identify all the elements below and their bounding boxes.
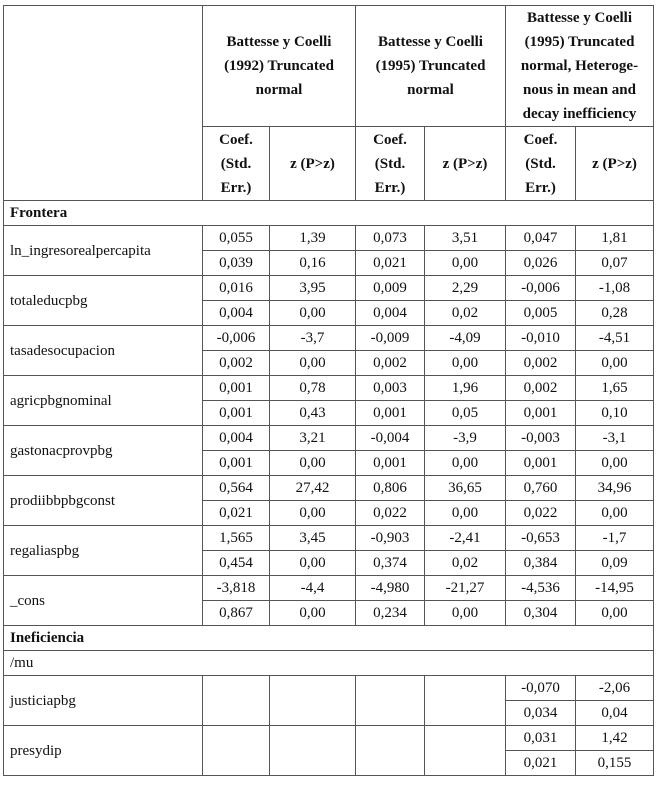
section-sublabel-mu: /mu xyxy=(4,651,654,676)
coef-value: 0,031 xyxy=(506,726,576,751)
p-value: 0,155 xyxy=(576,751,654,776)
coef-value: -0,003 xyxy=(506,426,576,451)
corner-cell xyxy=(4,6,203,201)
coef-value: -0,070 xyxy=(506,676,576,701)
p-value: 0,00 xyxy=(270,351,356,376)
std-err-value: 0,001 xyxy=(203,451,270,476)
empty-cell xyxy=(356,676,425,726)
table-row xyxy=(4,476,654,501)
variable-name: tasadesocupacion xyxy=(4,326,203,376)
p-value: 0,00 xyxy=(576,351,654,376)
p-value: 0,00 xyxy=(576,601,654,626)
empty-cell xyxy=(203,676,270,726)
table-row xyxy=(4,276,654,301)
empty-cell xyxy=(270,676,356,726)
std-err-value: 0,001 xyxy=(356,401,425,426)
std-err-value: 0,039 xyxy=(203,251,270,276)
std-err-value: 0,234 xyxy=(356,601,425,626)
table-row xyxy=(4,526,654,551)
z-value: -3,7 xyxy=(270,326,356,351)
variable-name: prodiibbpbgconst xyxy=(4,476,203,526)
variable-name: totaleducpbg xyxy=(4,276,203,326)
p-value: 0,02 xyxy=(425,551,506,576)
z-value: 0,78 xyxy=(270,376,356,401)
empty-cell xyxy=(270,726,356,776)
table-row xyxy=(4,376,654,401)
coef-value: 0,073 xyxy=(356,226,425,251)
std-err-value: 0,001 xyxy=(506,401,576,426)
z-value: -4,09 xyxy=(425,326,506,351)
std-err-value: 0,022 xyxy=(506,501,576,526)
z-header: z (P>z) xyxy=(576,127,654,201)
coef-value: 0,055 xyxy=(203,226,270,251)
coef-value: -4,980 xyxy=(356,576,425,601)
variable-name: ln_ingresorealpercapita xyxy=(4,226,203,276)
empty-cell xyxy=(203,726,270,776)
z-value: 3,95 xyxy=(270,276,356,301)
z-value: 1,65 xyxy=(576,376,654,401)
coef-value: 0,003 xyxy=(356,376,425,401)
coef-value: 0,004 xyxy=(203,426,270,451)
p-value: 0,16 xyxy=(270,251,356,276)
variable-name: gastonacprovpbg xyxy=(4,426,203,476)
z-value: -14,95 xyxy=(576,576,654,601)
p-value: 0,00 xyxy=(425,451,506,476)
p-value: 0,00 xyxy=(425,351,506,376)
variable-name: regaliaspbg xyxy=(4,526,203,576)
std-err-value: 0,022 xyxy=(356,501,425,526)
z-value: -4,4 xyxy=(270,576,356,601)
z-value: -1,7 xyxy=(576,526,654,551)
p-value: 0,00 xyxy=(576,451,654,476)
p-value: 0,00 xyxy=(576,501,654,526)
std-err-value: 0,026 xyxy=(506,251,576,276)
z-header: z (P>z) xyxy=(270,127,356,201)
p-value: 0,10 xyxy=(576,401,654,426)
variable-name: presydip xyxy=(4,726,203,776)
variable-name: justiciapbg xyxy=(4,676,203,726)
p-value: 0,00 xyxy=(425,601,506,626)
std-err-value: 0,021 xyxy=(356,251,425,276)
z-value: -4,51 xyxy=(576,326,654,351)
p-value: 0,09 xyxy=(576,551,654,576)
p-value: 0,00 xyxy=(270,451,356,476)
model-header-1: Battesse y Coelli (1992) Truncated normal xyxy=(203,6,356,127)
model-header-3: Battesse y Coelli (1995) Truncated normal, Heteroge-nous in mean and decay inefficiency xyxy=(506,6,654,127)
table-row xyxy=(4,726,654,751)
coef-value: 0,564 xyxy=(203,476,270,501)
p-value: 0,28 xyxy=(576,301,654,326)
std-err-value: 0,001 xyxy=(203,401,270,426)
std-err-value: 0,002 xyxy=(506,351,576,376)
section-label-ineficiencia: Ineficiencia xyxy=(4,626,654,651)
p-value: 0,00 xyxy=(270,301,356,326)
z-value: 3,51 xyxy=(425,226,506,251)
std-err-value: 0,004 xyxy=(203,301,270,326)
z-value: -21,27 xyxy=(425,576,506,601)
z-value: 1,39 xyxy=(270,226,356,251)
z-value: -2,06 xyxy=(576,676,654,701)
std-err-value: 0,021 xyxy=(506,751,576,776)
p-value: 0,04 xyxy=(576,701,654,726)
variable-name: agricpbgnominal xyxy=(4,376,203,426)
z-value: 1,42 xyxy=(576,726,654,751)
z-value: 3,21 xyxy=(270,426,356,451)
table-row xyxy=(4,676,654,701)
coef-value: -0,653 xyxy=(506,526,576,551)
std-err-value: 0,867 xyxy=(203,601,270,626)
table-body xyxy=(4,201,654,776)
z-value: 2,29 xyxy=(425,276,506,301)
p-value: 0,00 xyxy=(270,501,356,526)
empty-cell xyxy=(425,676,506,726)
p-value: 0,02 xyxy=(425,301,506,326)
z-value: 1,81 xyxy=(576,226,654,251)
coef-value: 0,002 xyxy=(506,376,576,401)
section-label-frontera: Frontera xyxy=(4,201,654,226)
coef-value: -0,004 xyxy=(356,426,425,451)
coef-header: Coef. (Std. Err.) xyxy=(506,127,576,201)
coef-value: -4,536 xyxy=(506,576,576,601)
p-value: 0,05 xyxy=(425,401,506,426)
coef-value: -0,010 xyxy=(506,326,576,351)
z-value: 1,96 xyxy=(425,376,506,401)
table-row xyxy=(4,576,654,601)
std-err-value: 0,304 xyxy=(506,601,576,626)
z-value: -1,08 xyxy=(576,276,654,301)
z-value: 34,96 xyxy=(576,476,654,501)
coef-value: -0,009 xyxy=(356,326,425,351)
coef-value: 0,009 xyxy=(356,276,425,301)
std-err-value: 0,384 xyxy=(506,551,576,576)
coef-value: 0,016 xyxy=(203,276,270,301)
table-row xyxy=(4,426,654,451)
empty-cell xyxy=(425,726,506,776)
z-value: 3,45 xyxy=(270,526,356,551)
coef-value: -0,006 xyxy=(506,276,576,301)
regression-results-table xyxy=(3,5,654,776)
std-err-value: 0,002 xyxy=(356,351,425,376)
p-value: 0,07 xyxy=(576,251,654,276)
empty-cell xyxy=(356,726,425,776)
std-err-value: 0,002 xyxy=(203,351,270,376)
std-err-value: 0,001 xyxy=(356,451,425,476)
p-value: 0,00 xyxy=(270,551,356,576)
p-value: 0,00 xyxy=(270,601,356,626)
std-err-value: 0,034 xyxy=(506,701,576,726)
coef-value: 0,806 xyxy=(356,476,425,501)
std-err-value: 0,021 xyxy=(203,501,270,526)
std-err-value: 0,001 xyxy=(506,451,576,476)
std-err-value: 0,004 xyxy=(356,301,425,326)
z-value: -3,1 xyxy=(576,426,654,451)
coef-value: 1,565 xyxy=(203,526,270,551)
model-header-2: Battesse y Coelli (1995) Truncated normal xyxy=(356,6,506,127)
coef-value: 0,001 xyxy=(203,376,270,401)
coef-value: 0,047 xyxy=(506,226,576,251)
table-row xyxy=(4,226,654,251)
z-value: -2,41 xyxy=(425,526,506,551)
p-value: 0,00 xyxy=(425,251,506,276)
std-err-value: 0,005 xyxy=(506,301,576,326)
z-value: 36,65 xyxy=(425,476,506,501)
z-value: 27,42 xyxy=(270,476,356,501)
coef-value: 0,760 xyxy=(506,476,576,501)
std-err-value: 0,374 xyxy=(356,551,425,576)
z-header: z (P>z) xyxy=(425,127,506,201)
coef-header: Coef. (Std. Err.) xyxy=(203,127,270,201)
p-value: 0,43 xyxy=(270,401,356,426)
coef-value: -0,006 xyxy=(203,326,270,351)
coef-value: -0,903 xyxy=(356,526,425,551)
std-err-value: 0,454 xyxy=(203,551,270,576)
p-value: 0,00 xyxy=(425,501,506,526)
coef-value: -3,818 xyxy=(203,576,270,601)
variable-name: _cons xyxy=(4,576,203,626)
coef-header: Coef. (Std. Err.) xyxy=(356,127,425,201)
table-row xyxy=(4,326,654,351)
z-value: -3,9 xyxy=(425,426,506,451)
